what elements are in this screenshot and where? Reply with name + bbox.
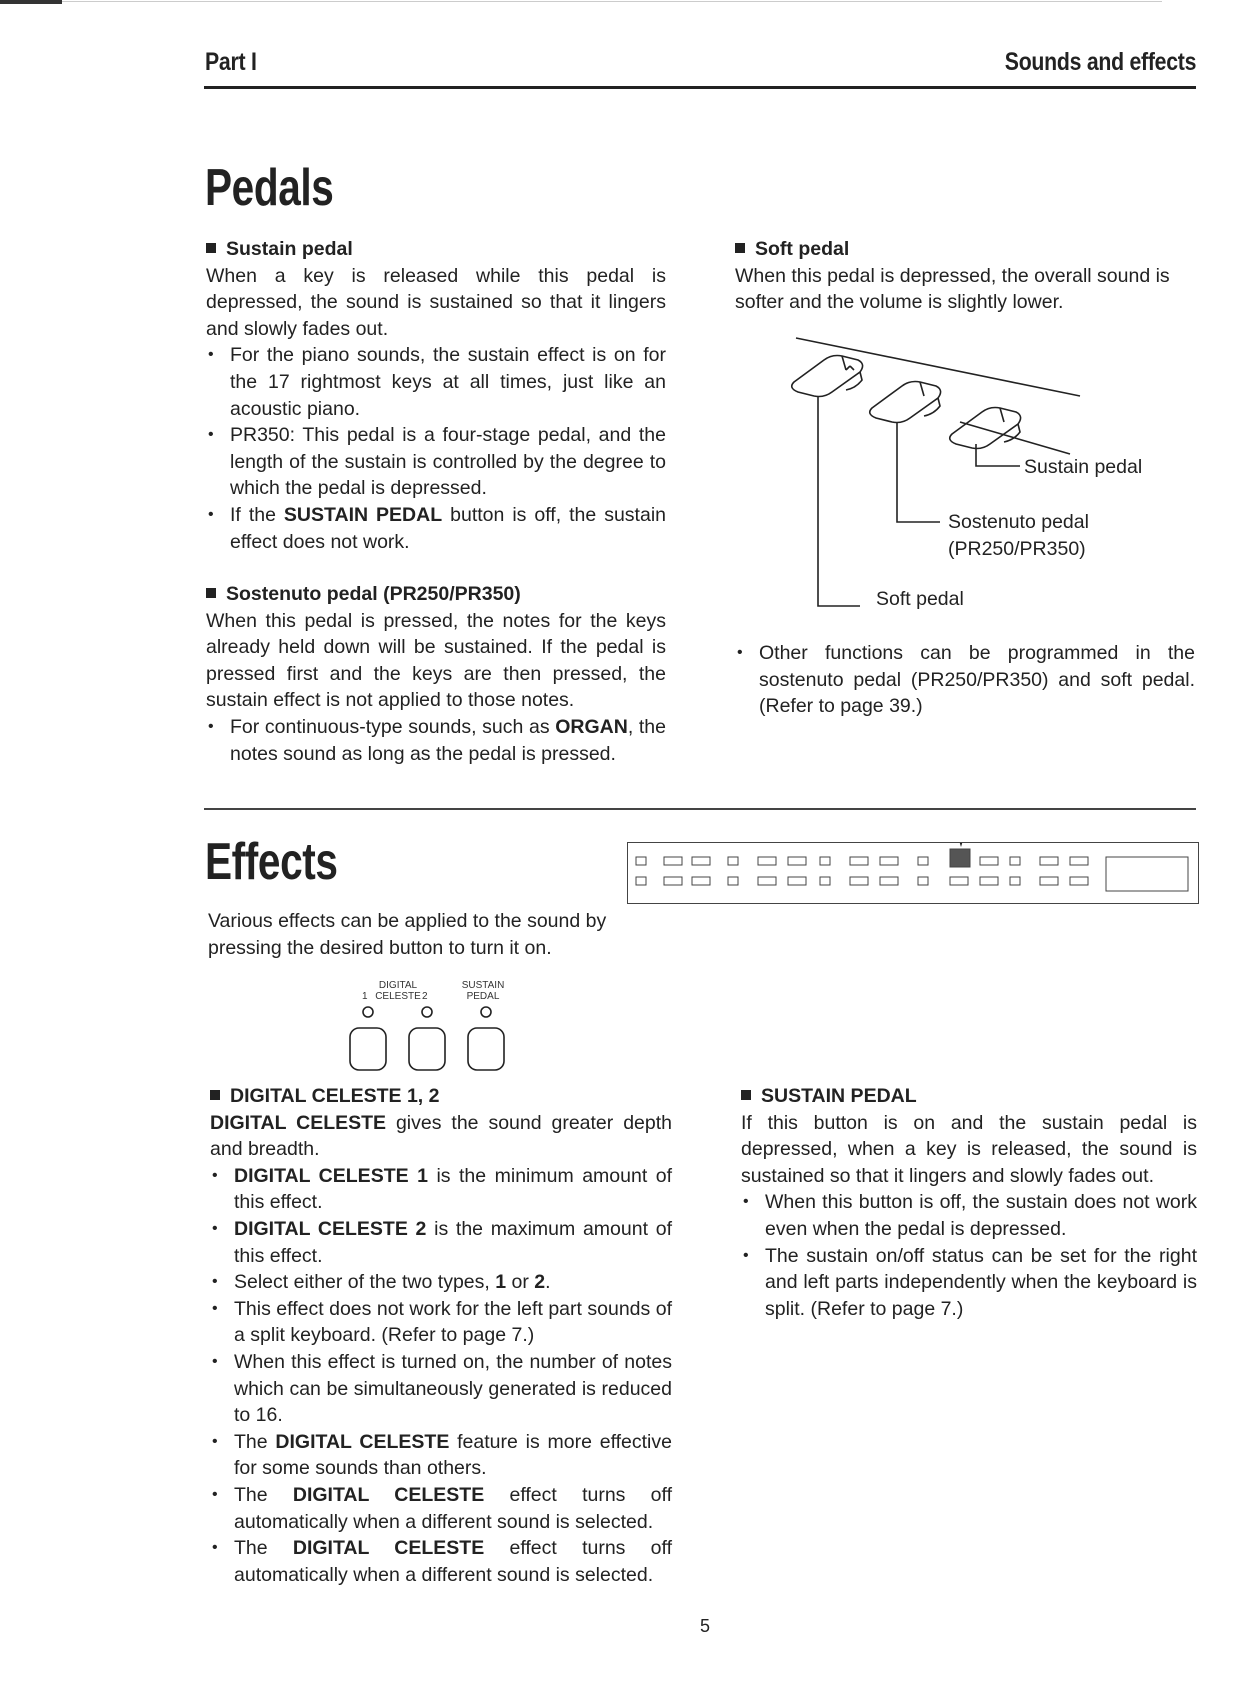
panel-button-mark (850, 857, 868, 865)
effect-buttons-graphic (346, 1002, 516, 1074)
page-number: 5 (700, 1616, 711, 1636)
list-item-bold: DIGITAL CELESTE (275, 1430, 450, 1453)
list-item-text: Select either of the two types, (234, 1271, 496, 1294)
digital-celeste-section (210, 1083, 672, 1588)
list-item: • PR350: This pedal is a four-stage pedal, and the length of the sustain is controlled by the degree to which the pedal is depressed. (206, 422, 666, 502)
panel-button-mark (950, 877, 968, 885)
panel-button-mark (820, 877, 830, 885)
list-item-text: feature is more effective for some sounds than others. (234, 1430, 672, 1480)
soft-pedal-shape (792, 356, 863, 397)
list-item-bold: DIGITAL CELESTE 2 (234, 1217, 427, 1240)
list-item-text: , the notes sound as long as the pedal is pressed. (230, 715, 666, 765)
list-item (210, 1216, 672, 1269)
panel-button-mark (1070, 877, 1088, 885)
list-item: • The sustain on/off status can be set for the right and left parts independently when the keyboard is split. (Refer to page 7.) (741, 1243, 1197, 1323)
list-item (210, 1429, 672, 1482)
sostenuto-pedal-shape (870, 382, 941, 423)
page-top-mark (0, 0, 62, 4)
control-panel-illustration (627, 842, 1199, 904)
sustain-pedal-button[interactable] (468, 1028, 504, 1070)
panel-button-mark (1010, 857, 1020, 865)
soft-pedal-heading (735, 236, 1195, 263)
list-item-bold: SUSTAIN PEDAL (283, 503, 443, 526)
page-top-line (62, 1, 1162, 2)
panel-pointer-arrow-icon (958, 843, 964, 847)
sostenuto-pedal-models-label: (PR250/PR350) (948, 538, 1086, 560)
list-item-text: If the (230, 503, 284, 526)
panel-button-mark (692, 877, 710, 885)
panel-button-mark (758, 857, 776, 865)
panel-button-mark (1040, 877, 1058, 885)
panel-button-mark (918, 857, 928, 865)
sustain-pedal-intro: When a key is released while this pedal is depressed, the sound is sustained so that it lingers and slowly fades out. (206, 264, 666, 340)
soft-pedal-heading-text: Soft pedal (755, 238, 850, 260)
list-item-text: The (234, 1537, 293, 1560)
intro-bold: DIGITAL CELESTE (210, 1111, 387, 1134)
panel-button-mark (788, 857, 806, 865)
panel-button-mark (636, 857, 646, 865)
list-item-text: The (234, 1430, 276, 1453)
sostenuto-pedal-label: Sostenuto pedal (948, 511, 1089, 533)
panel-button-mark (1010, 877, 1020, 885)
list-item-bold: ORGAN (555, 715, 628, 738)
sustain-pedal-button-heading-text: SUSTAIN PEDAL (761, 1085, 917, 1107)
pedal-button-label: PEDAL (466, 991, 500, 1002)
list-item-text: The (234, 1483, 293, 1506)
square-bullet-icon (206, 243, 216, 253)
panel-button-mark (880, 877, 898, 885)
list-item-bold: 2 (534, 1271, 546, 1294)
sostenuto-pedal-intro: When this pedal is pressed, the notes for the keys already held down will be sustained. If the pedal is pressed first and the keys are then pressed, the sustain effect is not applied to those notes. (206, 609, 666, 712)
sustain-pedal-button-bullets (741, 1189, 1197, 1322)
list-item-text: is the maximum amount of this effect. (234, 1217, 672, 1267)
panel-button-mark (1070, 857, 1088, 865)
soft-pedal-section (735, 236, 1195, 316)
sustain-pedal-led-icon (481, 1007, 491, 1017)
celeste-2-button[interactable] (409, 1028, 445, 1070)
panel-button-mark (636, 877, 646, 885)
digital-celeste-heading (210, 1083, 672, 1110)
panel-button-mark (664, 877, 682, 885)
soft-pedal-bullets (735, 640, 1195, 720)
square-bullet-icon (206, 588, 216, 598)
panel-button-mark (880, 857, 898, 865)
panel-display-block (1106, 857, 1188, 891)
list-item (206, 502, 666, 555)
list-item-text: is the minimum amount of this effect. (234, 1164, 672, 1214)
list-item-text: effect turns off automatically when a different sound is selected. (234, 1537, 672, 1586)
list-item-text: For continuous-type sounds, such as (230, 715, 556, 738)
panel-button-mark (692, 857, 710, 865)
soft-pedal-label: Soft pedal (876, 588, 964, 610)
list-item: • Other functions can be programmed in the sostenuto pedal (PR250/PR350) and soft pedal. (Refer to page 39.) (735, 640, 1195, 720)
sostenuto-leader-line (897, 422, 940, 522)
panel-button-mark (850, 877, 868, 885)
soft-leader-line (818, 396, 860, 606)
sustain-pedal-section (206, 236, 666, 555)
celeste-1-number-label: 1 (362, 991, 368, 1002)
sustain-pedal-button-heading (741, 1083, 1197, 1110)
list-item: • When this button is off, the sustain does not work even when the pedal is depressed. (741, 1189, 1197, 1242)
list-item-text: or (506, 1271, 535, 1294)
list-item: • For the piano sounds, the sustain effect is on for the 17 rightmost keys at all times, just like an acoustic piano. (206, 342, 666, 422)
digital-celeste-intro (210, 1110, 672, 1163)
square-bullet-icon (735, 243, 745, 253)
list-item-bold: 1 (495, 1271, 507, 1294)
list-item (210, 1482, 672, 1535)
square-bullet-icon (741, 1090, 751, 1100)
highlighted-button-group (950, 849, 970, 867)
list-item (206, 714, 666, 767)
list-item-text: button is off, the sustain effect does not work. (230, 503, 666, 553)
list-item: • When this effect is turned on, the number of notes which can be simultaneously generated is reduced to 16. (210, 1349, 672, 1429)
sostenuto-pedal-bullets (206, 714, 666, 767)
celeste-2-number-label: 2 (422, 991, 428, 1002)
intro-text: gives the sound greater depth and breadth. (210, 1111, 672, 1161)
celeste-1-button[interactable] (350, 1028, 386, 1070)
pedals-title: Pedals (205, 159, 334, 217)
celeste-1-led-icon (363, 1007, 373, 1017)
digital-celeste-button-label: DIGITAL CELESTE (375, 980, 421, 1002)
panel-buttons-graphic (628, 843, 1198, 903)
header-part: Part I (205, 48, 257, 76)
sostenuto-pedal-section (206, 581, 666, 767)
sustain-pedal-label: Sustain pedal (1024, 456, 1143, 478)
sustain-pedal-heading (206, 236, 666, 263)
panel-button-mark (664, 857, 682, 865)
panel-button-mark (728, 857, 738, 865)
effects-title: Effects (205, 833, 338, 891)
list-item (210, 1535, 672, 1588)
panel-button-mark (918, 877, 928, 885)
sustain-button-label: SUSTAIN (461, 980, 505, 991)
soft-pedal-intro: When this pedal is depressed, the overall sound is softer and the volume is slightly lower. (735, 264, 1170, 314)
list-item (210, 1163, 672, 1216)
sustain-pedal-button-intro: If this button is on and the sustain pedal is depressed, when a key is released, the sound is sustained so that it lingers and slowly fades out. (741, 1111, 1197, 1187)
digital-celeste-heading-text: DIGITAL CELESTE 1, 2 (230, 1085, 440, 1107)
sustain-pedal-button-section (741, 1083, 1197, 1322)
list-item-bold: DIGITAL CELESTE (292, 1483, 485, 1506)
panel-button-mark (758, 877, 776, 885)
list-item (210, 1269, 672, 1296)
square-bullet-icon (210, 1090, 220, 1100)
header-rule (204, 86, 1196, 89)
sostenuto-pedal-heading-text: Sostenuto pedal (PR250/PR350) (226, 583, 521, 605)
list-item-text: . (545, 1271, 551, 1294)
section-divider (204, 808, 1196, 810)
panel-button-mark (980, 857, 998, 865)
panel-button-mark (788, 877, 806, 885)
header-section: Sounds and effects (1004, 48, 1196, 76)
panel-button-mark (980, 877, 998, 885)
celeste-2-led-icon (422, 1007, 432, 1017)
panel-button-mark (820, 857, 830, 865)
list-item-bold: DIGITAL CELESTE (292, 1537, 485, 1560)
sustain-pedal-heading-text: Sustain pedal (226, 238, 353, 260)
sustain-pedal-shape (950, 408, 1021, 449)
list-item: • This effect does not work for the left part sounds of a split keyboard. (Refer to page 7.) (210, 1296, 672, 1349)
effects-intro: Various effects can be applied to the sound by pressing the desired button to turn it on. (208, 910, 607, 959)
sostenuto-pedal-heading (206, 581, 666, 608)
digital-celeste-bullets (210, 1163, 672, 1589)
list-item-bold: DIGITAL CELESTE 1 (234, 1164, 428, 1187)
panel-button-mark (728, 877, 738, 885)
panel-button-marks (636, 857, 1088, 885)
panel-button-mark (1040, 857, 1058, 865)
list-item-text: effect turns off automatically when a different sound is selected. (234, 1483, 672, 1533)
sustain-pedal-bullets (206, 342, 666, 555)
